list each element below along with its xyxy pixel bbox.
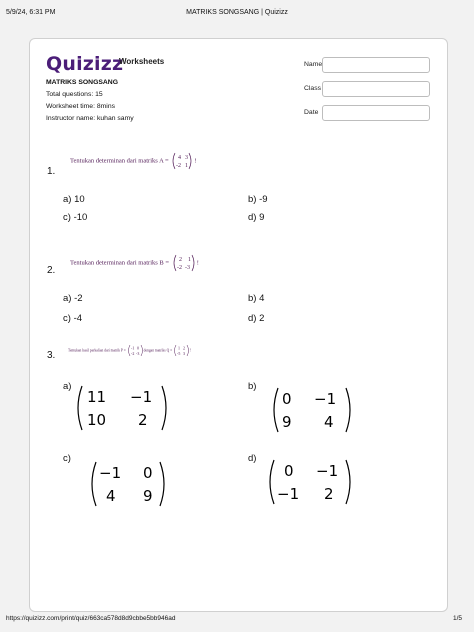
print-page-count: 1/5 <box>452 615 462 622</box>
date-field[interactable] <box>322 105 430 121</box>
matrix-cell: 9 <box>282 413 292 431</box>
question-1-number: 1. <box>47 166 56 177</box>
q3-option-d-label[interactable]: d) <box>248 453 257 464</box>
quizizz-logo: Quizizz <box>46 53 124 75</box>
matrix-cell: 3 <box>185 155 189 161</box>
worksheet-time: Worksheet time: 8mins <box>46 103 115 110</box>
question-2-matrix <box>171 253 197 273</box>
matrix-cell: 0 <box>284 462 294 480</box>
q1-option-b[interactable]: b) -9 <box>248 194 268 205</box>
name-label: Name <box>304 61 323 68</box>
question-3-text: Tentukan hasil perkalian dari matrik P = -1 0 -2 -3 dengan matriks Q = 1 2 -5 3 ! <box>68 345 192 356</box>
matrix-cell: 2 <box>178 257 182 263</box>
name-field[interactable] <box>322 57 430 73</box>
q3-option-a-label[interactable]: a) <box>63 381 72 392</box>
matrix-cell: 2 <box>324 485 334 503</box>
quiz-title: MATRIKS SONGSANG <box>46 79 118 86</box>
class-field[interactable] <box>322 81 430 97</box>
matrix-cell: 10 <box>87 411 107 429</box>
question-3-matrix-p <box>127 344 144 357</box>
print-datetime: 5/9/24, 6:31 PM <box>6 9 56 16</box>
print-url: https://quizizz.com/print/quiz/663ca578d8d9cbbe5bb946ad <box>6 615 176 622</box>
total-questions: Total questions: 15 <box>46 91 103 98</box>
matrix-cell: 0 <box>282 390 292 408</box>
matrix-cell: 1 <box>185 163 189 169</box>
question-2-text: Tentukan determinan dari matriks B = 2 1 -2 -3 ! <box>70 253 199 273</box>
matrix-cell: 2 <box>138 411 148 429</box>
matrix-cell: -2 <box>130 351 134 356</box>
matrix-cell: 1 <box>187 257 191 263</box>
matrix-cell: 3 <box>183 351 186 356</box>
matrix-cell: -5 <box>177 351 181 356</box>
q1-option-a[interactable]: a) 10 <box>63 194 85 205</box>
q3-option-b-label[interactable]: b) <box>248 381 257 392</box>
matrix-cell: −1 <box>130 388 153 406</box>
date-label: Date <box>304 109 319 116</box>
print-footer <box>0 612 474 632</box>
worksheet-page <box>29 38 448 612</box>
q2-option-b[interactable]: b) 4 <box>248 293 265 304</box>
q3-option-a-matrix[interactable] <box>74 383 170 433</box>
q3-option-c-label[interactable]: c) <box>63 453 71 464</box>
q1-option-d[interactable]: d) 9 <box>248 212 265 223</box>
matrix-cell: 4 <box>324 413 334 431</box>
question-1-matrix <box>170 151 194 171</box>
matrix-cell: 9 <box>143 487 153 505</box>
matrix-cell: −1 <box>314 390 337 408</box>
matrix-cell: −1 <box>316 462 339 480</box>
matrix-cell: 2 <box>183 345 186 351</box>
q2-option-d[interactable]: d) 2 <box>248 313 265 324</box>
print-tab-title: MATRIKS SONGSANG | Quizizz <box>186 9 288 16</box>
question-3-matrix-q <box>173 344 190 357</box>
question-3-number: 3. <box>47 350 56 361</box>
matrix-cell: 4 <box>106 487 116 505</box>
matrix-cell: -3 <box>184 265 190 271</box>
matrix-cell: 0 <box>136 345 139 351</box>
q2-option-c[interactable]: c) -4 <box>63 313 83 324</box>
matrix-cell: 4 <box>178 155 182 161</box>
instructor-name: Instructor name: kuhan samy <box>46 115 134 122</box>
question-2-number: 2. <box>47 265 56 276</box>
matrix-cell: −1 <box>99 464 122 482</box>
q1-option-c[interactable]: c) -10 <box>63 212 88 223</box>
q3-option-c-matrix[interactable] <box>88 459 168 509</box>
matrix-cell: 1 <box>178 345 181 351</box>
matrix-cell: -1 <box>130 345 134 351</box>
matrix-cell: 0 <box>143 464 153 482</box>
print-header <box>0 0 474 20</box>
q3-option-b-matrix[interactable] <box>270 385 354 435</box>
q2-option-a[interactable]: a) -2 <box>63 293 83 304</box>
matrix-cell: -2 <box>176 265 182 271</box>
q3-option-d-matrix[interactable] <box>266 457 354 507</box>
question-1-text: Tentukan determinan dari matriks A = 4 3 -2 1 ! <box>70 151 197 171</box>
matrix-cell: 11 <box>87 388 107 406</box>
logo-subtitle: Worksheets <box>119 57 165 66</box>
matrix-cell: −1 <box>277 485 300 503</box>
matrix-cell: -3 <box>135 351 139 356</box>
class-label: Class <box>304 85 321 92</box>
matrix-cell: -2 <box>176 163 182 169</box>
